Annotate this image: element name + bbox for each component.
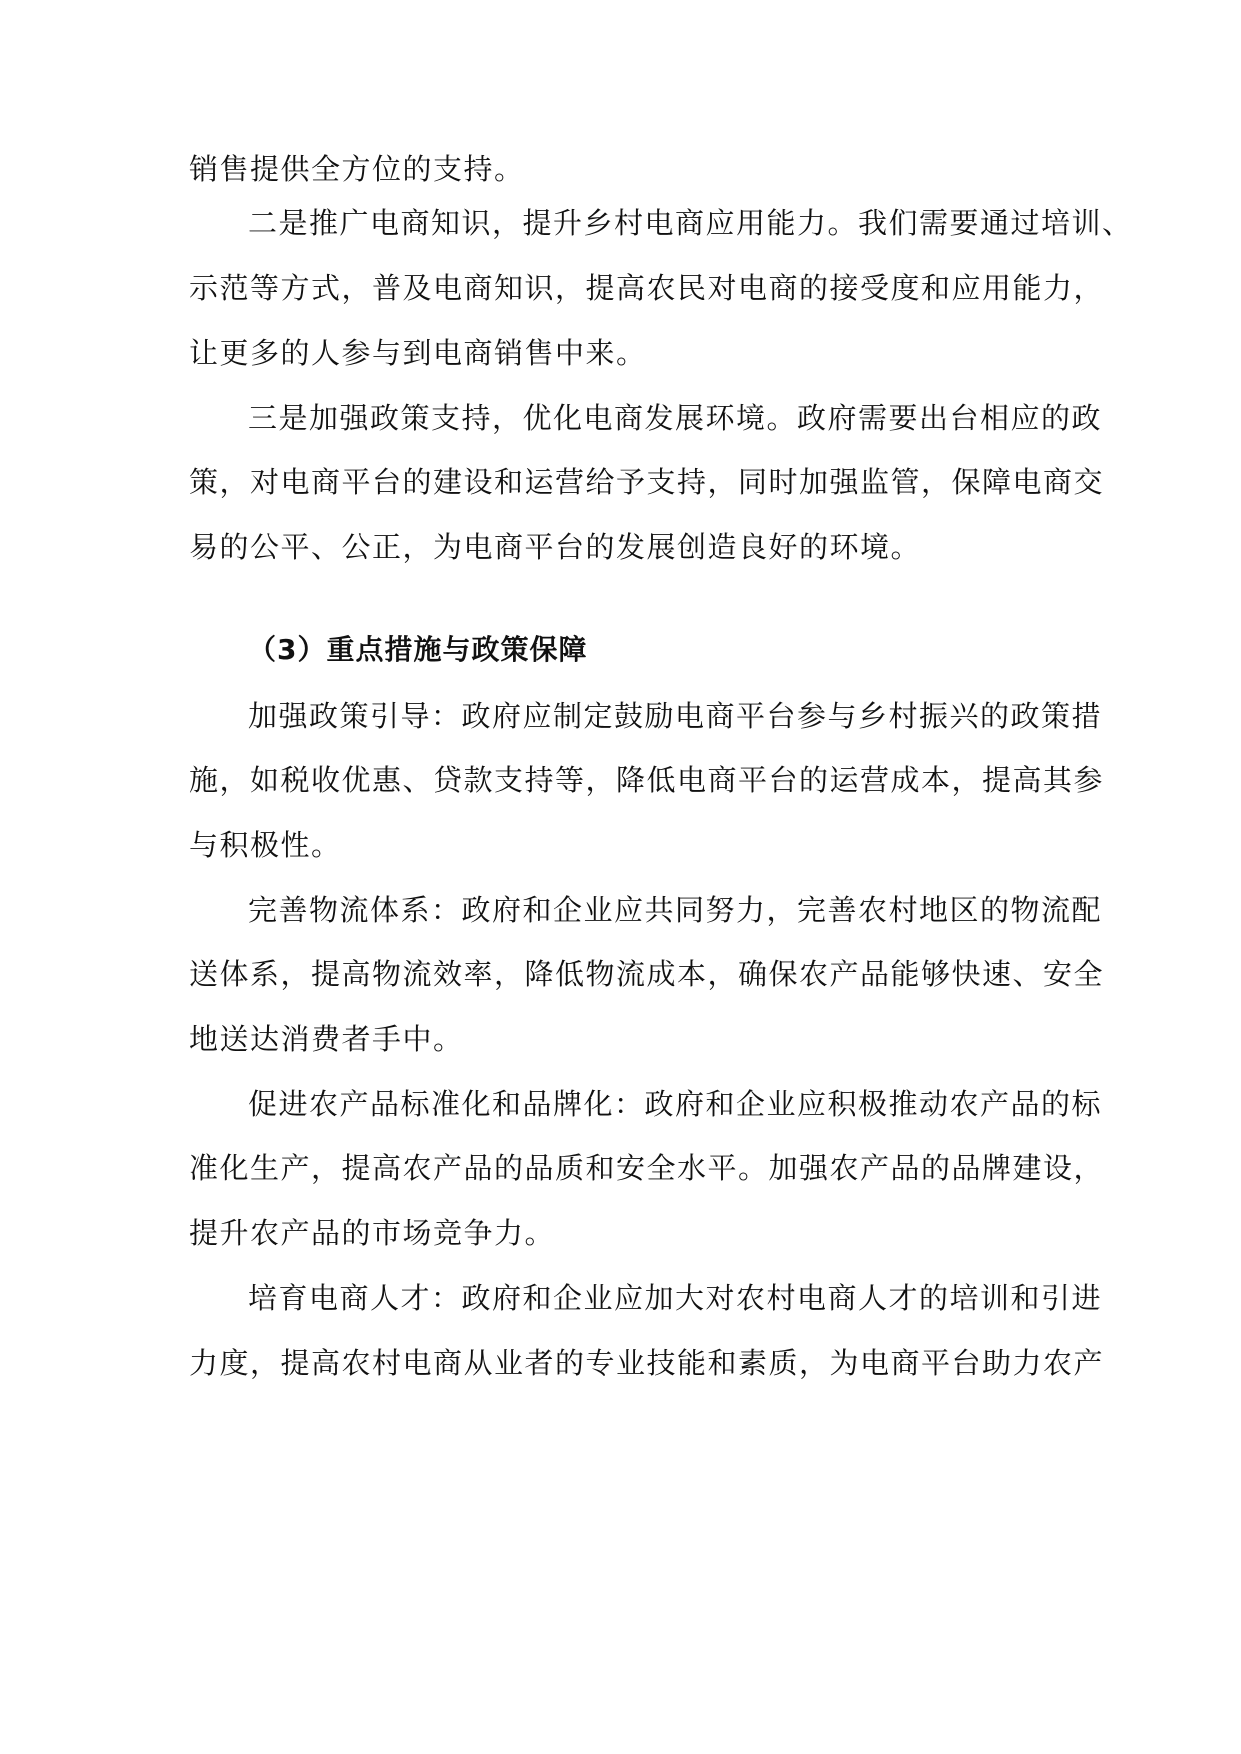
text-line: 与积极性。	[189, 828, 342, 862]
text-line: 促进农产品标准化和品牌化：政府和企业应积极推动农产品的标	[248, 1087, 1103, 1121]
text-line: 培育电商人才：政府和企业应加大对农村电商人才的培训和引进	[248, 1281, 1103, 1315]
text-line: 力度，提高农村电商从业者的专业技能和素质，为电商平台助力农产	[189, 1346, 1105, 1380]
text-line: 策，对电商平台的建设和运营给予支持，同时加强监管，保障电商交	[189, 465, 1105, 499]
text-line: 准化生产，提高农产品的品质和安全水平。加强农产品的品牌建设，	[189, 1151, 1105, 1185]
text-line: 送体系，提高物流效率，降低物流成本，确保农产品能够快速、安全	[189, 957, 1105, 991]
text-line: 让更多的人参与到电商销售中来。	[189, 336, 647, 370]
text-line: 销售提供全方位的支持。	[189, 152, 525, 186]
text-line: 地送达消费者手中。	[189, 1022, 464, 1056]
text-line: 二是推广电商知识，提升乡村电商应用能力。我们需要通过培训、	[248, 206, 1133, 240]
text-line: 提升农产品的市场竞争力。	[189, 1216, 556, 1250]
text-line: 完善物流体系：政府和企业应共同努力，完善农村地区的物流配	[248, 893, 1103, 927]
text-line: 易的公平、公正，为电商平台的发展创造良好的环境。	[189, 530, 922, 564]
text-line: 示范等方式，普及电商知识，提高农民对电商的接受度和应用能力，	[189, 271, 1105, 305]
text-line: 加强政策引导：政府应制定鼓励电商平台参与乡村振兴的政策措	[248, 699, 1103, 733]
text-line: 施，如税收优惠、贷款支持等，降低电商平台的运营成本，提高其参	[189, 763, 1105, 797]
text-line: 三是加强政策支持，优化电商发展环境。政府需要出台相应的政	[248, 401, 1103, 435]
section-heading: （3）重点措施与政策保障	[248, 633, 588, 666]
